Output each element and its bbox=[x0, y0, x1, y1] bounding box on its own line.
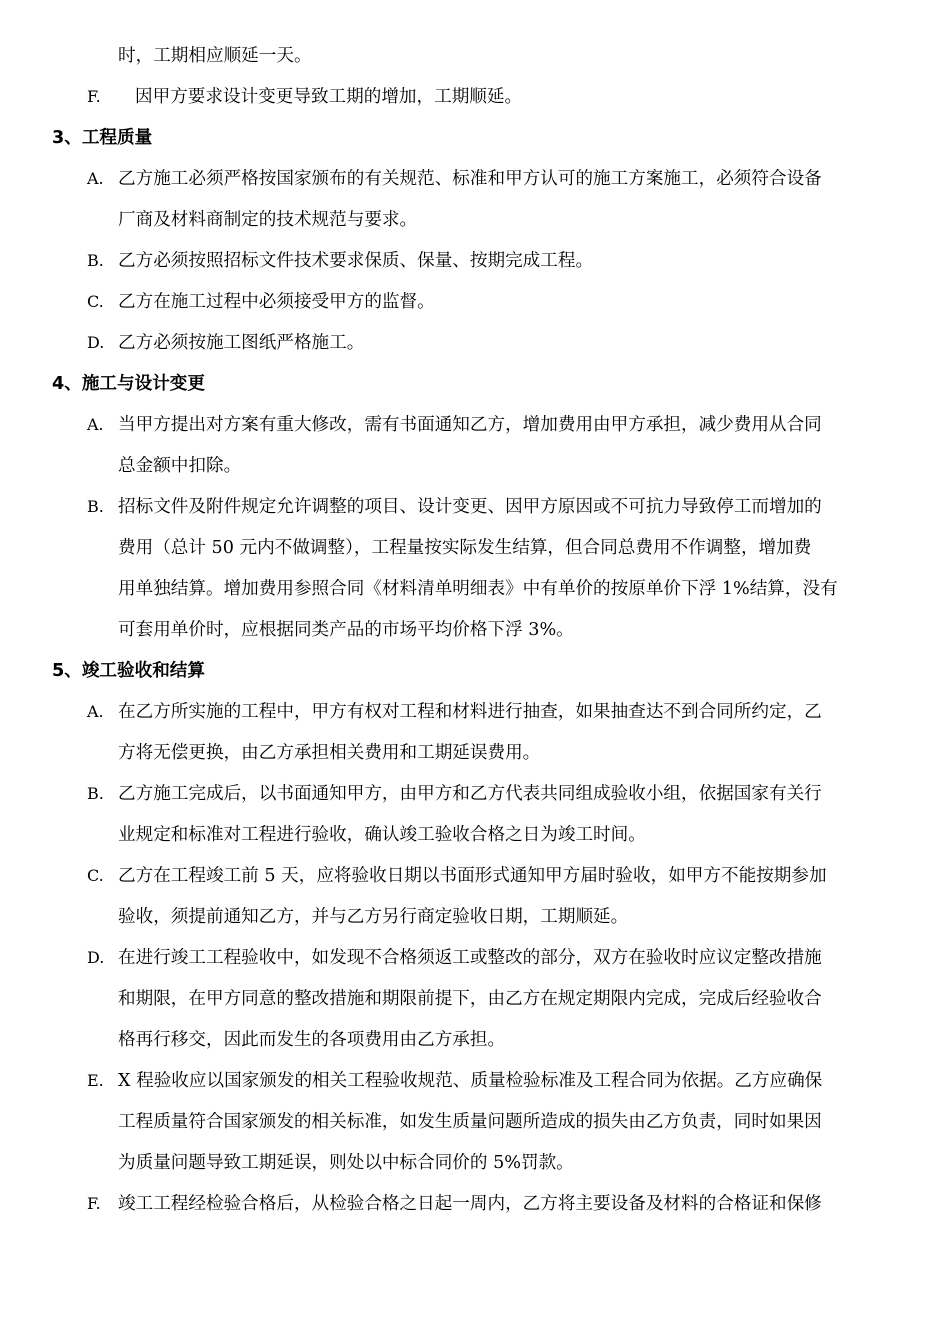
item-text: 乙方施工必须严格按国家颁布的有关规范、标准和甲方认可的施工方案施工，必须符合设备 bbox=[118, 169, 822, 189]
item-text: 竣工工程经检验合格后，从检验合格之日起一周内，乙方将主要设备及材料的合格证和保修 bbox=[118, 1194, 822, 1214]
item-marker: D. bbox=[87, 948, 105, 967]
item-marker: B. bbox=[87, 497, 104, 516]
item-text: 格再行移交，因此而发生的各项费用由乙方承担。 bbox=[118, 1030, 506, 1050]
item-marker: F. bbox=[87, 87, 101, 106]
item-marker: C. bbox=[87, 866, 104, 885]
item-text: 为质量问题导致工期延误，则处以中标合同价的 5%罚款。 bbox=[118, 1153, 574, 1173]
item-text: 招标文件及附件规定允许调整的项目、设计变更、因甲方原因或不可抗力导致停工而增加的 bbox=[118, 497, 822, 517]
section-heading-design-change: 4、施工与设计变更 bbox=[52, 374, 205, 394]
item-text: 因甲方要求设计变更导致工期的增加，工期顺延。 bbox=[135, 87, 523, 107]
item-text: 在乙方所实施的工程中，甲方有权对工程和材料进行抽查，如果抽查达不到合同所约定，乙 bbox=[118, 702, 822, 722]
item-text: 总金额中扣除。 bbox=[118, 456, 242, 476]
item-text: 费用（总计 50 元内不做调整），工程量按实际发生结算，但合同总费用不作调整，增加费 bbox=[118, 538, 812, 558]
item-marker: C. bbox=[87, 292, 104, 311]
item-marker: F. bbox=[87, 1194, 101, 1213]
item-text: 乙方施工完成后，以书面通知甲方，由甲方和乙方代表共同组成验收小组，依据国家有关行 bbox=[118, 784, 822, 804]
item-text: 可套用单价时，应根据同类产品的市场平均价格下浮 3%。 bbox=[118, 620, 574, 640]
item-text: 乙方在工程竣工前 5 天，应将验收日期以书面形式通知甲方届时验收，如甲方不能按期参加 bbox=[118, 866, 827, 886]
item-marker: A. bbox=[87, 415, 104, 434]
item-marker: A. bbox=[87, 702, 104, 721]
item-text: 和期限，在甲方同意的整改措施和期限前提下，由乙方在规定期限内完成，完成后经验收合 bbox=[118, 989, 822, 1009]
item-marker: B. bbox=[87, 251, 104, 270]
item-text: 乙方必须按施工图纸严格施工。 bbox=[118, 333, 365, 353]
item-text: 业规定和标准对工程进行验收，确认竣工验收合格之日为竣工时间。 bbox=[118, 825, 646, 845]
item-marker: B. bbox=[87, 784, 104, 803]
section-heading-quality: 3、工程质量 bbox=[52, 128, 153, 148]
item-marker: E. bbox=[87, 1071, 104, 1090]
item-marker: A. bbox=[87, 169, 104, 188]
item-text: 在进行竣工工程验收中，如发现不合格须返工或整改的部分，双方在验收时应议定整改措施 bbox=[118, 948, 822, 968]
item-marker: D. bbox=[87, 333, 105, 352]
item-text: 当甲方提出对方案有重大修改，需有书面通知乙方，增加费用由甲方承担，减少费用从合同 bbox=[118, 415, 822, 435]
continuation-line: 时，工期相应顺延一天。 bbox=[118, 46, 312, 66]
item-text: 用单独结算。增加费用参照合同《材料清单明细表》中有单价的按原单价下浮 1%结算，没有 bbox=[118, 579, 838, 599]
item-text: 方将无偿更换，由乙方承担相关费用和工期延误费用。 bbox=[118, 743, 541, 763]
item-text: 乙方必须按照招标文件技术要求保质、保量、按期完成工程。 bbox=[118, 251, 594, 271]
item-text: 验收，须提前通知乙方，并与乙方另行商定验收日期，工期顺延。 bbox=[118, 907, 629, 927]
item-text: 乙方在施工过程中必须接受甲方的监督。 bbox=[118, 292, 435, 312]
item-text: X 程验收应以国家颁发的相关工程验收规范、质量检验标准及工程合同为依据。乙方应确保 bbox=[118, 1071, 823, 1091]
item-text: 工程质量符合国家颁发的相关标准，如发生质量问题所造成的损失由乙方负责，同时如果因 bbox=[118, 1112, 822, 1132]
section-heading-acceptance: 5、竣工验收和结算 bbox=[52, 661, 205, 681]
item-text: 厂商及材料商制定的技术规范与要求。 bbox=[118, 210, 418, 230]
